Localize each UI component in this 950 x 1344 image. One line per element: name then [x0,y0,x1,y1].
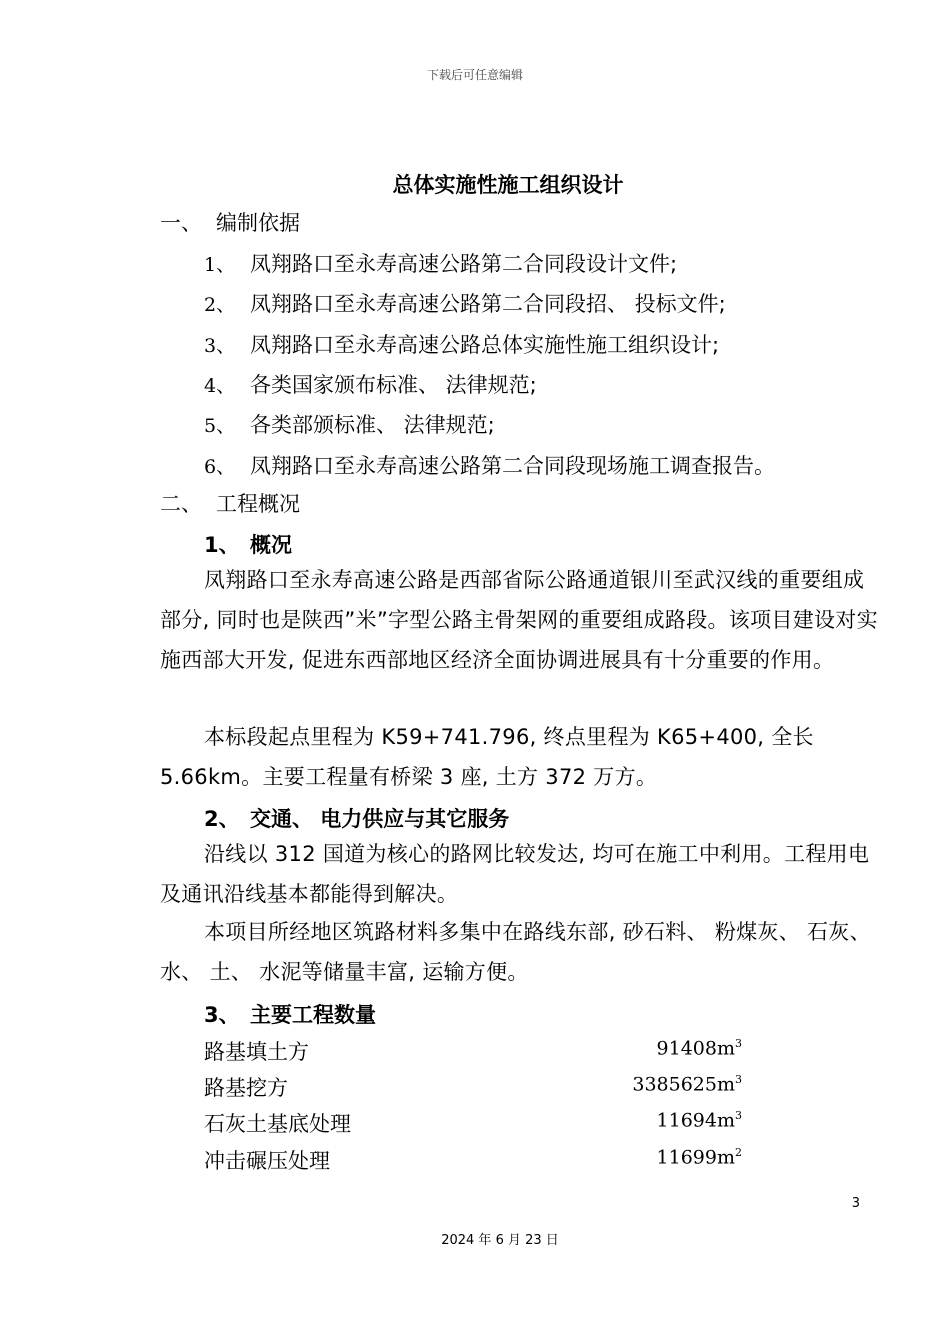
list-item [204,288,726,318]
quantity-label: 石灰土基底处理 [204,1112,351,1136]
list-item [204,450,775,480]
list-item [204,248,677,278]
section-heading-2 [160,488,300,518]
section-title: 工程概况 [216,492,300,516]
header-note: 下载后可任意编辑 [426,68,523,82]
section-number: 一、 [160,211,202,235]
paragraph-section-scope: 本标段起点里程为 K59+741.796, 终点里程为 K65+400, 全长 5.66km。主要工程量有桥梁 3 座, 土方 372 万方。 [160,725,814,789]
page-number: 3 [851,1196,860,1211]
subsection-heading-3 [204,999,376,1029]
list-item [204,369,537,399]
list-item-text: 凤翔路口至永寿高速公路总体实施性施工组织设计; [250,333,720,357]
document-title: 总体实施性施工组织设计 [392,173,624,197]
list-item-text: 各类部颁标准、 法律规范; [250,413,495,437]
list-item-number: 4、 [204,375,236,397]
subsection-title: 概况 [250,533,292,557]
list-item-number: 2、 [204,294,236,316]
quantity-value: $11694m^3$ [656,1109,742,1132]
subsection-title: 交通、 电力供应与其它服务 [250,807,510,831]
quantity-label: 冲击碾压处理 [204,1149,330,1173]
quantity-value: $3385625m^3$ [632,1073,742,1096]
list-item-number: 1、 [204,254,236,276]
subsection-heading-2 [204,803,509,833]
list-item-text: 各类国家颁布标准、 法律规范; [250,373,537,397]
footer-date: 2024 年 6 月 23 日 [441,1233,559,1248]
quantity-label: 路基挖方 [204,1076,288,1100]
section-heading-1 [160,207,300,237]
quantity-value: $11699m^2$ [656,1146,742,1169]
quantity-value: $91408m^3$ [656,1037,742,1060]
subsection-number: 3、 [204,1003,240,1027]
paragraph-materials: 本项目所经地区筑路材料多集中在路线东部, 砂石料、 粉煤灰、 石灰、 水、 土、 水泥等储量丰富, 运输方便。 [160,920,871,984]
list-item-number: 5、 [204,415,236,437]
list-item-text: 凤翔路口至永寿高速公路第二合同段设计文件; [250,252,678,276]
subsection-heading-1 [204,529,292,559]
section-number: 二、 [160,492,202,516]
paragraph-transport: 沿线以 312 国道为核心的路网比较发达, 均可在施工中利用。工程用电及通讯沿线基本都能得到解决。 [160,842,870,906]
list-item-text: 凤翔路口至永寿高速公路第二合同段现场施工调查报告。 [250,454,775,478]
list-item-number: 6、 [204,456,236,478]
subsection-number: 1、 [204,533,240,557]
quantity-label: 路基填土方 [204,1040,309,1064]
paragraph-overview: 凤翔路口至永寿高速公路是西部省际公路通道银川至武汉线的重要组成部分, 同时也是陕西”米”字型公路主骨架网的重要组成路段。该项目建设对实施西部大开发, 促进东西部地区经济全面协调进展具有十分重要的作用。 [160,568,878,672]
list-item-text: 凤翔路口至永寿高速公路第二合同段招、 投标文件; [250,292,726,316]
list-item-number: 3、 [204,335,236,357]
list-item [204,409,495,439]
subsection-number: 2、 [204,807,240,831]
subsection-title: 主要工程数量 [250,1003,376,1027]
list-item [204,329,719,359]
section-title: 编制依据 [216,211,300,235]
